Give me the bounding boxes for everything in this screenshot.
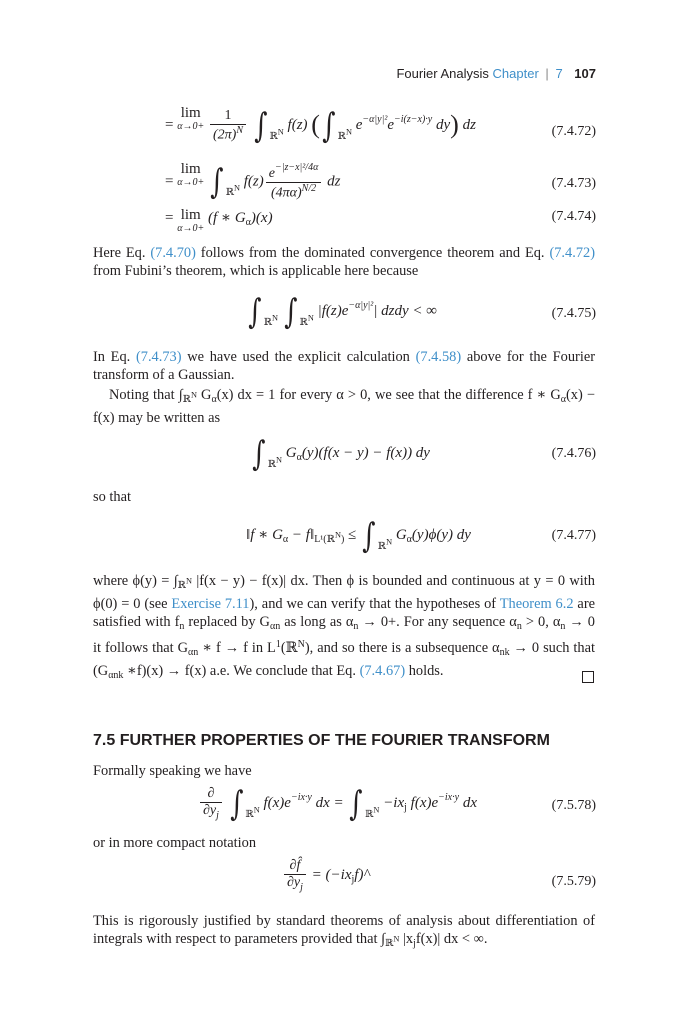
equation-body: = lim α→0+ $\frac{1}{(2\pi)^N}$ ∫ $_{ℝ^N}$ f(z) (∫ $_{ℝ^N}$ $e^{-\alpha|y|^2}e^{-i(z-x)\cdot y}$ dy) dz	[165, 105, 476, 146]
header-separator: |	[545, 66, 549, 81]
running-header	[396, 66, 596, 81]
header-chapter-number: 7	[555, 66, 563, 81]
equation-number: (7.5.79)	[551, 874, 596, 889]
equation-7-4-74	[0, 208, 682, 238]
exercise-link[interactable]: Exercise 7.11	[171, 596, 250, 612]
equation-link[interactable]: (7.4.70)	[150, 245, 196, 261]
paragraph: or in more compact notation	[93, 835, 257, 851]
equation-7-4-76	[0, 434, 682, 478]
paragraph: In Eq. (7.4.73) we have used the explicit calculation (7.4.58) above for the Fourier transform of a Gaussian.	[93, 349, 595, 383]
equation-body: ∫ $_{ℝ^N}$ ∫ $_{ℝ^N}$ $|f(z)e^{-\alpha|y|^2}|$ dzdy < ∞	[248, 292, 437, 332]
equation-7-5-78	[0, 784, 682, 832]
equation-number: (7.5.78)	[551, 798, 596, 813]
header-chapter-word: Chapter	[492, 66, 539, 81]
equation-body: $\frac{\partial}{\partial y_j}$ ∫ $_{ℝ^N}$ $f(x)e^{-ix\cdot y}$ dx = ∫ $_{ℝ^N} -ix_j$ $f(x)e^{-ix\cdot y}$ dx	[198, 784, 477, 824]
paragraph: Formally speaking we have	[93, 763, 252, 779]
theorem-link[interactable]: Theorem 6.2	[499, 596, 574, 612]
equation-link[interactable]: (7.4.67)	[359, 663, 406, 679]
equation-body: = lim α→0+ (f ∗ $G_\alpha)(x)$	[165, 207, 273, 234]
paragraph: where $\phi(y) = \int_{ℝ^N}$ |f(x − y) − f(x)| dx. Then ϕ is bounded and continuous at y = 0 with ϕ(0) = 0 (see Exercise 7.11), and we can verify that the hypotheses of Theorem 6.2 are satisfied with $f_n$ replaced by $G_{\alpha n}$ as long as $\alpha_n \to 0+$. For any sequence $\alpha_n > 0$, $\alpha_n \to 0$ it follows that $G_{\alpha n}$ ∗ f → f in $L^1(ℝ^N)$, and so there is a subsequence $\alpha_{nk} \to 0$ such that ($G_{\alpha nk}$ ∗f)(x) → f(x) a.e. We conclude that Eq. (7.4.67) holds.	[93, 573, 596, 681]
equation-number: (7.4.73)	[551, 176, 596, 191]
paragraph: Noting that $\int_{ℝ^N}$ $G_\alpha(x)$ dx = 1 for every α > 0, we see that the difference f ∗ $G_\alpha(x) - f(x)$ may be written as	[93, 387, 595, 426]
equation-link[interactable]: (7.4.72)	[549, 245, 595, 261]
header-section: Fourier Analysis	[396, 66, 489, 81]
section-heading: 7.5 FURTHER PROPERTIES OF THE FOURIER TRANSFORM	[93, 732, 550, 749]
page-number: 107	[574, 66, 596, 81]
paragraph: so that	[93, 489, 131, 505]
equation-number: (7.4.75)	[551, 306, 596, 321]
equation-7-4-72	[0, 106, 682, 162]
equation-body: ∫ $_{ℝ^N}$ $G_\alpha(y)(f(x - y) - f(x))$ dy	[252, 434, 430, 474]
qed-box-icon	[582, 671, 594, 683]
paragraph: Here Eq. (7.4.70) follows from the dominated convergence theorem and Eq. (7.4.72) from Fubini’s theorem, which is applicable here because	[93, 245, 595, 279]
equation-body: ‖f ∗ $G_\alpha$ − $f‖_{L^1(ℝ^N)}$ ≤ ∫ $_{ℝ^N}$ $G_\alpha(y)\phi(y)$ dy	[246, 516, 471, 556]
equation-7-4-77	[0, 516, 682, 560]
equation-body: = lim α→0+ ∫ $_{ℝ^N}$ f(z) $\frac{e^{-|z-x|^2/4\alpha}}{(4\pi\alpha)^{N/2}}$ dz	[165, 161, 341, 203]
equation-number: (7.4.72)	[551, 124, 596, 139]
equation-number: (7.4.77)	[551, 528, 596, 543]
equation-7-4-73	[0, 162, 682, 206]
equation-7-4-75	[0, 292, 682, 336]
equation-link[interactable]: (7.4.58)	[415, 349, 462, 365]
equation-link[interactable]: (7.4.73)	[135, 349, 182, 365]
equation-number: (7.4.76)	[551, 446, 596, 461]
equation-number: (7.4.74)	[551, 209, 596, 224]
equation-body: $\frac{\partial f̂}{\partial y_j}$ = $(-ix_jf)\^{}$	[282, 858, 370, 893]
equation-7-5-79	[0, 858, 682, 902]
paragraph: This is rigorously justified by standard theorems of analysis about differentiation of integrals with respect to parameters provided that $\int_{ℝ^N}$ $|x_jf(x)|$ dx < ∞.	[93, 913, 595, 949]
